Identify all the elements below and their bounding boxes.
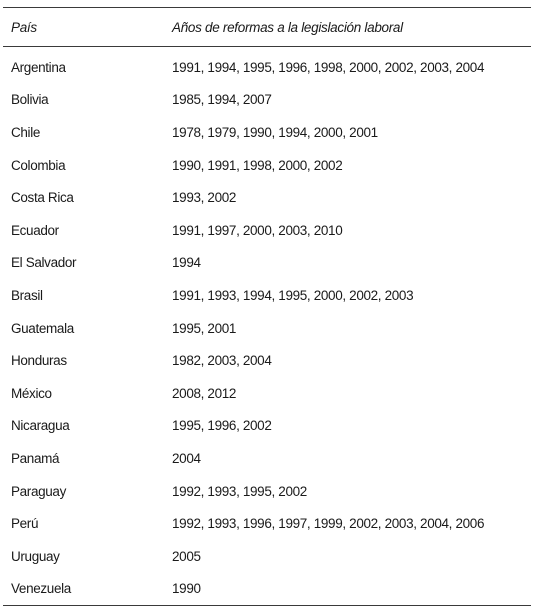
table-row [3, 410, 531, 443]
years-cell: 1991, 1993, 1994, 1995, 2000, 2002, 2003 [172, 287, 414, 303]
country-cell: México [11, 385, 52, 401]
country-cell: Perú [11, 516, 39, 532]
table-row [3, 312, 531, 345]
country-cell: Honduras [11, 353, 67, 369]
table-row [3, 475, 531, 508]
years-cell: 1991, 1997, 2000, 2003, 2010 [172, 222, 343, 238]
header-years: Años de reformas a la legislación laboral [172, 19, 403, 35]
country-cell: Bolivia [11, 92, 49, 108]
table-row [3, 84, 531, 117]
years-cell: 1993, 2002 [172, 190, 237, 206]
country-cell: El Salvador [11, 255, 77, 271]
country-cell: Venezuela [11, 581, 71, 597]
years-cell: 1990 [172, 581, 201, 597]
table-row [3, 377, 531, 410]
table-row [3, 116, 531, 149]
country-cell: Uruguay [11, 548, 60, 564]
table-row [3, 344, 531, 377]
table-row [3, 573, 531, 606]
table-row [3, 247, 531, 280]
header-country: País [11, 19, 37, 35]
country-cell: Brasil [11, 287, 43, 303]
table-row [3, 279, 531, 312]
table-row [3, 51, 531, 84]
years-cell: 1991, 1994, 1995, 1996, 1998, 2000, 2002, 2003, 2004 [172, 59, 485, 75]
country-cell: Colombia [11, 157, 66, 173]
years-cell: 1992, 1993, 1996, 1997, 1999, 2002, 2003, 2004, 2006 [172, 516, 485, 532]
country-cell: Guatemala [11, 320, 74, 336]
years-cell: 1985, 1994, 2007 [172, 92, 272, 108]
reforms-table [3, 7, 531, 606]
years-cell: 2004 [172, 450, 201, 466]
years-cell: 1995, 2001 [172, 320, 237, 336]
years-cell: 1995, 1996, 2002 [172, 418, 272, 434]
country-cell: Ecuador [11, 222, 59, 238]
table-row [3, 507, 531, 540]
table-row [3, 442, 531, 475]
years-cell: 1982, 2003, 2004 [172, 353, 272, 369]
years-cell: 1978, 1979, 1990, 1994, 2000, 2001 [172, 124, 378, 140]
table-header [3, 8, 531, 46]
table-row [3, 181, 531, 214]
years-cell: 2005 [172, 548, 201, 564]
table-row [3, 214, 531, 247]
years-cell: 1994 [172, 255, 201, 271]
country-cell: Argentina [11, 59, 66, 75]
country-cell: Panamá [11, 450, 60, 466]
table-row [3, 149, 531, 182]
table-body [3, 47, 531, 605]
country-cell: Costa Rica [11, 190, 74, 206]
table-row [3, 540, 531, 573]
years-cell: 1992, 1993, 1995, 2002 [172, 483, 307, 499]
years-cell: 1990, 1991, 1998, 2000, 2002 [172, 157, 343, 173]
country-cell: Paraguay [11, 483, 66, 499]
country-cell: Nicaragua [11, 418, 70, 434]
years-cell: 2008, 2012 [172, 385, 237, 401]
country-cell: Chile [11, 124, 41, 140]
